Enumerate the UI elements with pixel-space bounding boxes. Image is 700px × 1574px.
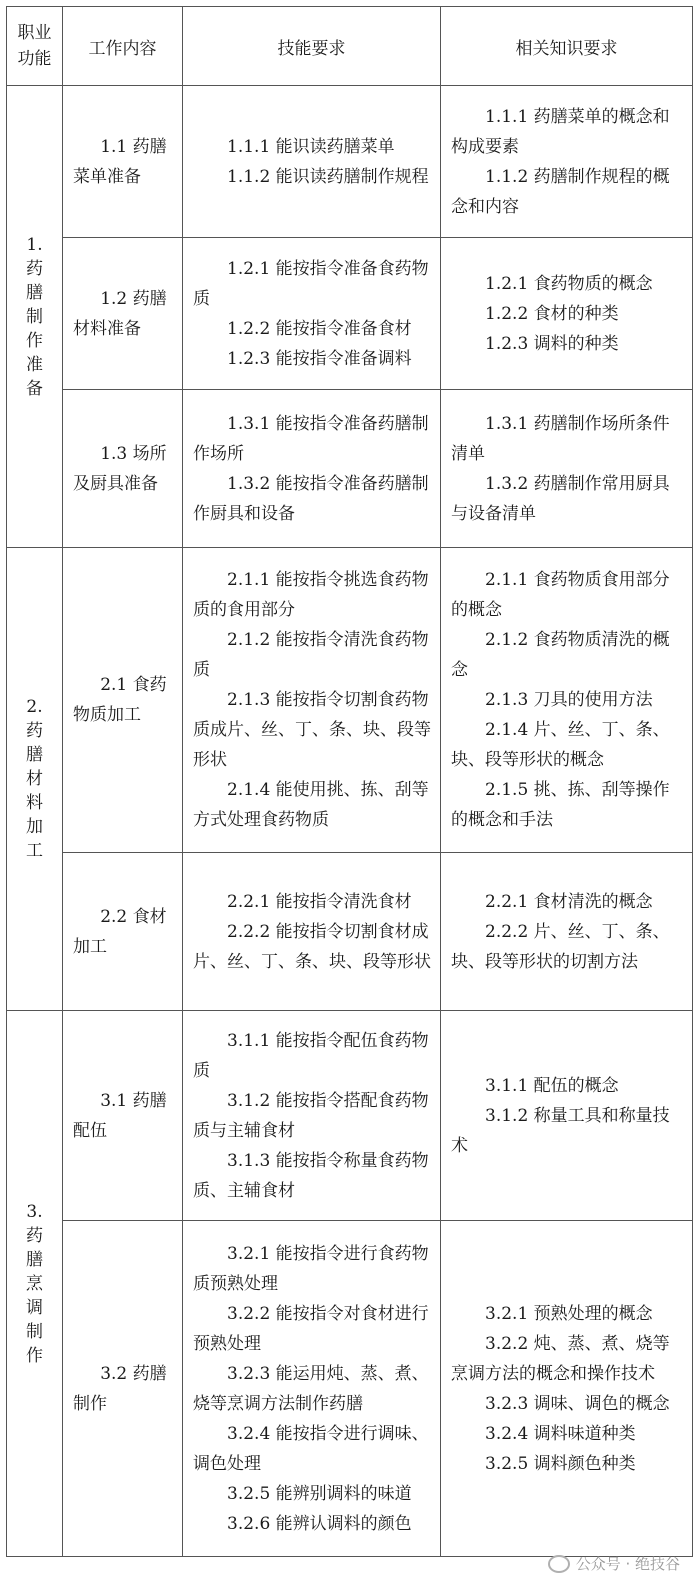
skill-requirements-cell [183,1221,441,1557]
skill-requirements-cell [183,238,441,390]
skill-item: 2.2.2 能按指令切割食材成片、丝、丁、条、块、段等形状 [193,921,431,972]
table-row [7,238,693,390]
occupational-function-cell [7,548,63,1011]
work-content-label: 2.1 食药物质加工 [73,675,167,725]
occupational-function-cell [7,86,63,548]
knowledge-item: 2.1.2 食药物质清洗的概念 [451,630,670,680]
skill-item: 3.1.2 能按指令搭配食药物质与主辅食材 [193,1090,429,1141]
work-content-cell [63,1221,183,1557]
table-row [7,1221,693,1557]
table-header-row [7,7,693,86]
knowledge-requirements-cell [441,238,693,390]
occupational-function-label: 1. 药膳制作准备 [26,234,43,399]
knowledge-requirements-cell [441,548,693,853]
watermark-text: 公众号 · 绝技谷 [575,1555,680,1573]
knowledge-requirements-cell [441,1221,693,1557]
skill-item: 1.1.1 能识读药膳菜单 [227,136,395,157]
knowledge-item: 1.1.1 药膳菜单的概念和构成要素 [451,106,670,157]
work-content-label: 2.2 食材加工 [73,906,167,957]
skill-item: 1.3.1 能按指令准备药膳制作场所 [193,413,429,464]
work-content-label: 3.1 药膳配伍 [73,1090,167,1141]
work-content-cell [63,548,183,853]
occupational-function-label: 2. 药膳材料加工 [26,697,43,861]
occupational-function-cell [7,1011,63,1557]
skill-item: 3.1.1 能按指令配伍食药物质 [193,1030,429,1081]
knowledge-item: 1.3.1 药膳制作场所条件清单 [451,413,670,464]
knowledge-requirements-cell [441,1011,693,1221]
occupation-standard-table [6,6,693,1557]
occupational-function-label: 3. 药膳烹调制作 [26,1201,43,1366]
skill-requirements-cell [183,390,441,548]
table-row [7,853,693,1011]
knowledge-item: 3.2.5 调料颜色种类 [485,1453,636,1474]
work-content-label: 1.1 药膳菜单准备 [73,136,167,187]
knowledge-item: 2.1.3 刀具的使用方法 [485,690,653,710]
skill-item: 3.2.6 能辨认调料的颜色 [227,1513,412,1534]
knowledge-item: 2.1.5 挑、拣、刮等操作的概念和手法 [451,780,670,830]
knowledge-item: 2.1.4 片、丝、丁、条、块、段等形状的概念 [451,720,670,770]
knowledge-item: 2.2.1 食材清洗的概念 [485,891,653,912]
header-knowledge-requirements: 相关知识要求 [441,7,693,86]
knowledge-item: 3.2.1 预熟处理的概念 [485,1303,653,1324]
knowledge-item: 2.2.2 片、丝、丁、条、块、段等形状的切割方法 [451,921,670,972]
header-skill-requirements: 技能要求 [183,7,441,86]
skill-item: 3.2.5 能辨别调料的味道 [227,1483,412,1504]
skill-item: 1.1.2 能识读药膳制作规程 [227,166,429,187]
skill-item: 3.2.1 能按指令进行食药物质预熟处理 [193,1243,429,1294]
wechat-icon [548,1555,570,1573]
skill-requirements-cell [183,853,441,1011]
knowledge-item: 1.2.2 食材的种类 [485,303,619,324]
skill-item: 2.2.1 能按指令清洗食材 [227,891,412,912]
knowledge-item: 1.3.2 药膳制作常用厨具与设备清单 [451,473,670,524]
table-row [7,548,693,853]
watermark [548,1553,680,1574]
skill-requirements-cell [183,1011,441,1221]
knowledge-requirements-cell [441,86,693,238]
header-work-content: 工作内容 [63,7,183,86]
skill-item: 2.1.1 能按指令挑选食药物质的食用部分 [193,570,429,620]
knowledge-item: 1.2.3 调料的种类 [485,333,619,354]
knowledge-requirements-cell [441,390,693,548]
work-content-cell [63,86,183,238]
knowledge-item: 1.2.1 食药物质的概念 [485,273,653,294]
table-row [7,86,693,238]
knowledge-item: 3.1.1 配伍的概念 [485,1075,619,1096]
skill-item: 2.1.2 能按指令清洗食药物质 [193,630,429,680]
work-content-cell [63,390,183,548]
skill-item: 2.1.3 能按指令切割食药物质成片、丝、丁、条、块、段等形状 [193,690,431,770]
skill-item: 1.2.2 能按指令准备食材 [227,318,412,339]
work-content-label: 1.3 场所及厨具准备 [73,443,167,494]
work-content-cell [63,853,183,1011]
skill-requirements-cell [183,86,441,238]
table-row [7,1011,693,1221]
skill-item: 1.2.1 能按指令准备食药物质 [193,258,429,309]
knowledge-item: 2.1.1 食药物质食用部分的概念 [451,570,670,620]
header-function: 职业 功能 [7,7,63,86]
work-content-cell [63,238,183,390]
skill-requirements-cell [183,548,441,853]
knowledge-item: 1.1.2 药膳制作规程的概念和内容 [451,166,670,217]
knowledge-item: 3.2.2 炖、蒸、煮、烧等烹调方法的概念和操作技术 [451,1333,670,1384]
skill-item: 3.2.4 能按指令进行调味、调色处理 [193,1423,429,1474]
work-content-cell [63,1011,183,1221]
skill-item: 2.1.4 能使用挑、拣、刮等方式处理食药物质 [193,780,429,830]
work-content-label: 3.2 药膳制作 [73,1363,167,1414]
work-content-label: 1.2 药膳材料准备 [73,288,167,339]
knowledge-item: 3.2.4 调料味道种类 [485,1423,636,1444]
skill-item: 3.1.3 能按指令称量食药物质、主辅食材 [193,1150,429,1201]
knowledge-item: 3.1.2 称量工具和称量技术 [451,1105,670,1156]
skill-item: 1.3.2 能按指令准备药膳制作厨具和设备 [193,473,429,524]
skill-item: 3.2.2 能按指令对食材进行预熟处理 [193,1303,429,1354]
knowledge-requirements-cell [441,853,693,1011]
skill-item: 1.2.3 能按指令准备调料 [227,348,412,369]
skill-item: 3.2.3 能运用炖、蒸、煮、烧等烹调方法制作药膳 [193,1363,429,1414]
table-row [7,390,693,548]
knowledge-item: 3.2.3 调味、调色的概念 [485,1393,670,1414]
